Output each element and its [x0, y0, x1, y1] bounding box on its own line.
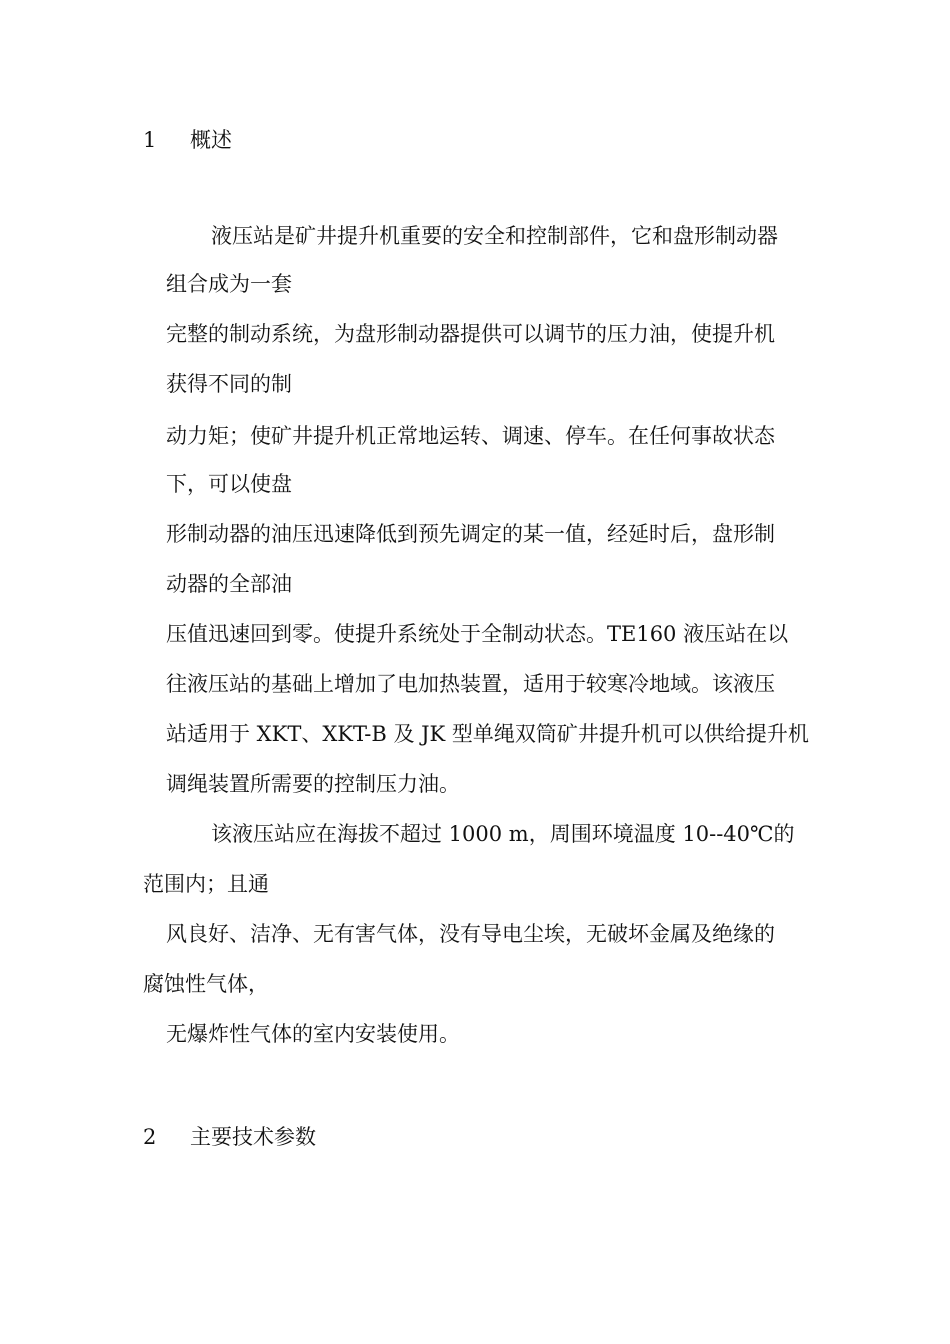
paragraph-line: 形制动器的油压迅速降低到预先调定的某一值，经延时后，盘形制 — [166, 522, 775, 546]
paragraph-line: 范围内；且通 — [143, 872, 269, 896]
paragraph-line: 往液压站的基础上增加了电加热装置，适用于较寒冷地域。该液压 — [166, 672, 775, 696]
section-number: 2 — [143, 1125, 157, 1149]
paragraph-line: 完整的制动系统，为盘形制动器提供可以调节的压力油，使提升机 — [166, 322, 775, 346]
paragraph-line: 压值迅速回到零。使提升系统处于全制动状态。TE160 液压站在以 — [166, 622, 789, 646]
paragraph-line: 腐蚀性气体， — [143, 972, 269, 996]
paragraph-line: 该液压站应在海拔不超过 1000 m，周围环境温度 10--40℃的 — [211, 822, 795, 846]
paragraph-line: 液压站是矿井提升机重要的安全和控制部件，它和盘形制动器 — [211, 224, 778, 248]
section-title: 主要技术参数 — [190, 1125, 316, 1149]
section-heading-2 — [143, 1121, 316, 1151]
paragraph-line: 站适用于 XKT、XKT-B 及 JK 型单绳双筒矿井提升机可以供给提升机 — [166, 722, 809, 746]
paragraph-line: 动器的全部油 — [166, 572, 292, 596]
paragraph-line: 下，可以使盘 — [166, 472, 292, 496]
paragraph-line: 无爆炸性气体的室内安装使用。 — [166, 1022, 460, 1046]
paragraph-line: 调绳装置所需要的控制压力油。 — [166, 772, 460, 796]
paragraph-line: 获得不同的制 — [166, 372, 292, 396]
paragraph-line: 动力矩；使矿井提升机正常地运转、调速、停车。在任何事故状态 — [166, 424, 775, 448]
paragraph-line: 风良好、洁净、无有害气体，没有导电尘埃，无破坏金属及绝缘的 — [166, 922, 775, 946]
section-number: 1 — [143, 128, 157, 152]
section-heading-1 — [143, 124, 232, 154]
section-title: 概述 — [190, 128, 232, 152]
paragraph-line: 组合成为一套 — [166, 272, 292, 296]
